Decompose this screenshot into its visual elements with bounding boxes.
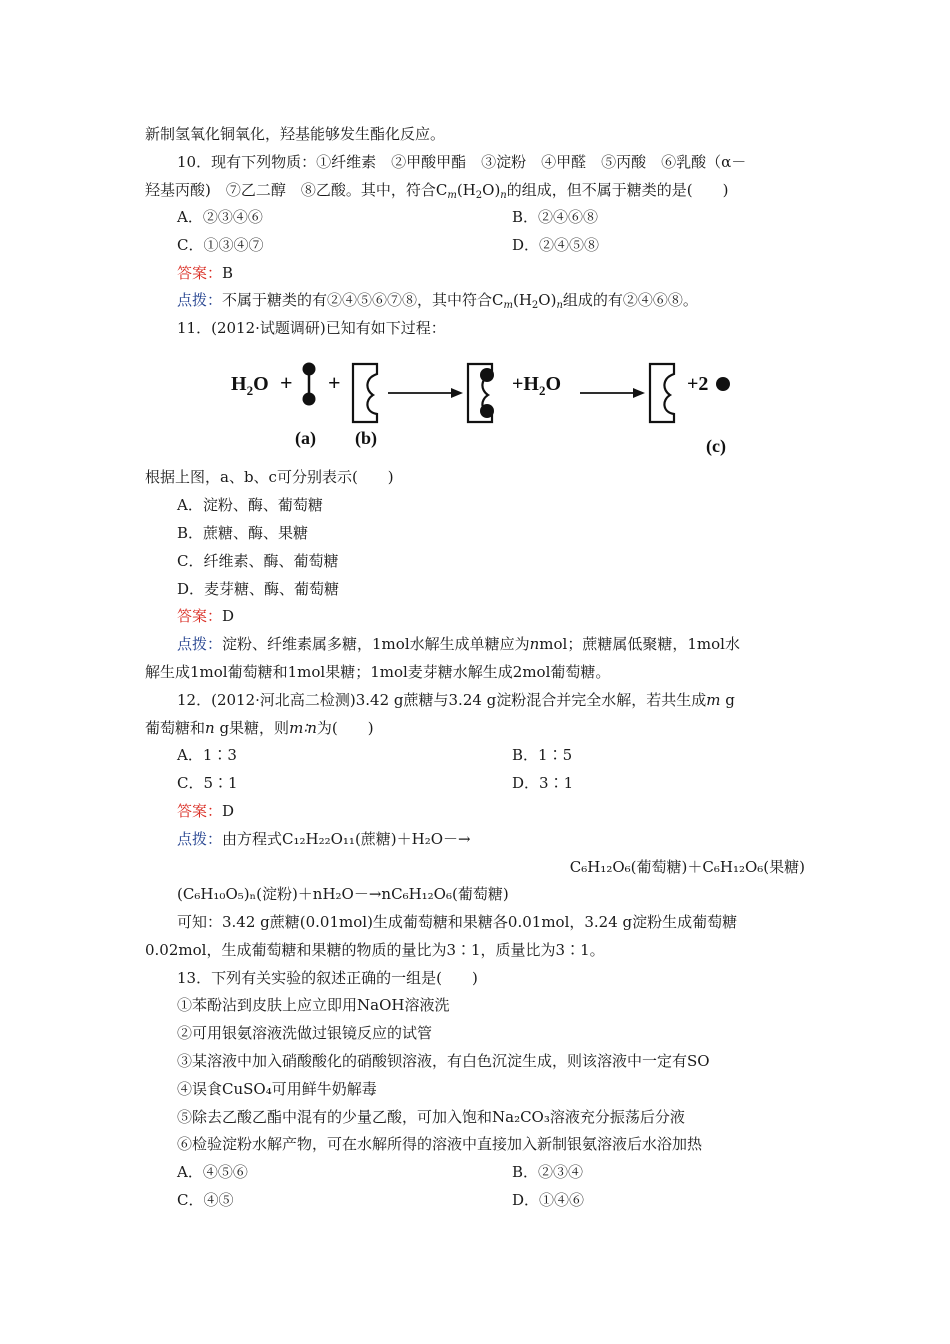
q11-stem: 11．(2012·试题调研)已知有如下过程： (177, 319, 446, 337)
q12-conclusion-line1: 可知：3.42 g蔗糖(0.01mol)生成葡萄糖和果糖各0.01mol，3.24 g淀粉生成葡萄糖 (177, 913, 738, 931)
q10-hint: 点拨：不属于糖类的有②④⑤⑥⑦⑧，其中符合$C_m(H_2O)_n$组成的有②④⑥⑧。 (177, 291, 698, 311)
hint-label: 点拨： (177, 635, 223, 653)
q11-option-d: D．麦芽糖、酶、葡萄糖 (177, 580, 340, 598)
q12-stem-line2: 葡萄糖和n g果糖，则m∶n为( ) (145, 719, 374, 737)
q13-item-4: ④误食CuSO₄可用鲜牛奶解毒 (177, 1080, 377, 1098)
hydrolysis-diagram (225, 360, 745, 460)
q10-answer: 答案：B (177, 264, 234, 282)
q12-hint-eq3: (C₆H₁₀O₅)ₙ(淀粉)＋nH₂O－→nC₆H₁₂O₆(葡萄糖) (177, 885, 509, 903)
q12-option-a: A．1∶3 (177, 746, 237, 764)
q12-option-c: C．5∶1 (177, 774, 238, 792)
q13-item-2: ②可用银氨溶液洗做过银镜反应的试管 (177, 1024, 433, 1042)
q13-option-c: C．④⑤ (177, 1191, 234, 1209)
q12-hint-eq2: C₆H₁₂O₆(葡萄糖)＋C₆H₁₂O₆(果糖) (569, 858, 805, 876)
water-product-label: $+H_2O$ (512, 373, 562, 398)
q10-stem-line1: 10．现有下列物质：①纤维素 ②甲酸甲酯 ③淀粉 ④甲醛 ⑤丙酸 ⑥乳酸（α－ (177, 153, 747, 171)
q12-hint-eq1: 点拨：由方程式C₁₂H₂₂O₁₁(蔗糖)＋H₂O－→ (177, 830, 471, 848)
arrow-icon (633, 388, 645, 398)
q11-hint-line2: 解生成1mol葡萄糖和1mol果糖；1mol麦芽糖水解生成2mol葡萄糖。 (145, 663, 611, 681)
q12-conclusion-line2: 0.02mol，生成葡萄糖和果糖的物质的量比为3∶1，质量比为3∶1。 (145, 941, 605, 959)
hint-label: 点拨： (177, 291, 223, 309)
q13-stem: 13．下列有关实验的叙述正确的一组是( ) (177, 969, 478, 987)
q11-option-a: A．淀粉、酶、葡萄糖 (177, 496, 323, 514)
disaccharide-icon (303, 363, 316, 406)
product-coefficient: +2 (687, 373, 709, 395)
q13-option-b: B．②③④ (512, 1163, 584, 1181)
arrow-icon (451, 388, 463, 398)
label-b: (b) (355, 428, 377, 448)
hint-label: 点拨： (177, 830, 223, 848)
q11-hint-line1: 点拨：淀粉、纤维素属多糖，1mol水解生成单糖应为nmol；蔗糖属低聚糖，1mol水 (177, 635, 740, 653)
q12-stem-line1: 12．(2012·河北高二检测)3.42 g蔗糖与3.24 g淀粉混合并完全水解，若共生成m g (177, 691, 735, 709)
q11-option-b: B．蔗糖、酶、果糖 (177, 524, 309, 542)
enzyme-icon (353, 364, 377, 422)
q10-option-a: A．②③④⑥ (177, 208, 263, 226)
answer-label: 答案： (177, 264, 223, 282)
q11-answer: 答案：D (177, 607, 235, 625)
answer-label: 答案： (177, 802, 223, 820)
q13-item-1: ①苯酚沾到皮肤上应立即用NaOH溶液洗 (177, 996, 450, 1014)
q12-option-b: B．1∶5 (512, 746, 573, 764)
q13-item-6: ⑥检验淀粉水解产物，可在水解所得的溶液中直接加入新制银氨溶液后水浴加热 (177, 1135, 703, 1153)
q13-item-5: ⑤除去乙酸乙酯中混有的少量乙酸，可加入饱和Na₂CO₃溶液充分振荡后分液 (177, 1108, 685, 1126)
q11-option-c: C．纤维素、酶、葡萄糖 (177, 552, 339, 570)
q10-stem-line2: 羟基丙酸) ⑦乙二醇 ⑧乙酸。其中，符合$C_m(H_2O)_n$的组成，但不属于糖类的是( ) (145, 181, 729, 201)
enzyme-substrate-complex-icon (468, 364, 494, 422)
q12-answer: 答案：D (177, 802, 235, 820)
plus-sign: + (328, 370, 341, 395)
q13-option-d: D．①④⑥ (512, 1191, 585, 1209)
label-a: (a) (295, 428, 316, 448)
q10-option-c: C．①③④⑦ (177, 236, 264, 254)
q10-option-d: D．②④⑤⑧ (512, 236, 600, 254)
q12-option-d: D．3∶1 (512, 774, 574, 792)
q13-option-a: A．④⑤⑥ (177, 1163, 248, 1181)
plus-sign: + (280, 370, 293, 395)
monosaccharide-icon (716, 377, 730, 391)
q11-question: 根据上图，a、b、c可分别表示( ) (145, 468, 394, 486)
answer-label: 答案： (177, 607, 223, 625)
q10-option-b: B．②④⑥⑧ (512, 208, 599, 226)
enzyme-icon (650, 364, 674, 422)
intro-line: 新制氢氧化铜氧化，羟基能够发生酯化反应。 (145, 125, 446, 143)
label-c: (c) (706, 436, 726, 456)
water-label: $H_2O$ (231, 373, 269, 398)
q13-item-3: ③某溶液中加入硝酸酸化的硝酸钡溶液，有白色沉淀生成，则该溶液中一定有SO (177, 1052, 710, 1070)
